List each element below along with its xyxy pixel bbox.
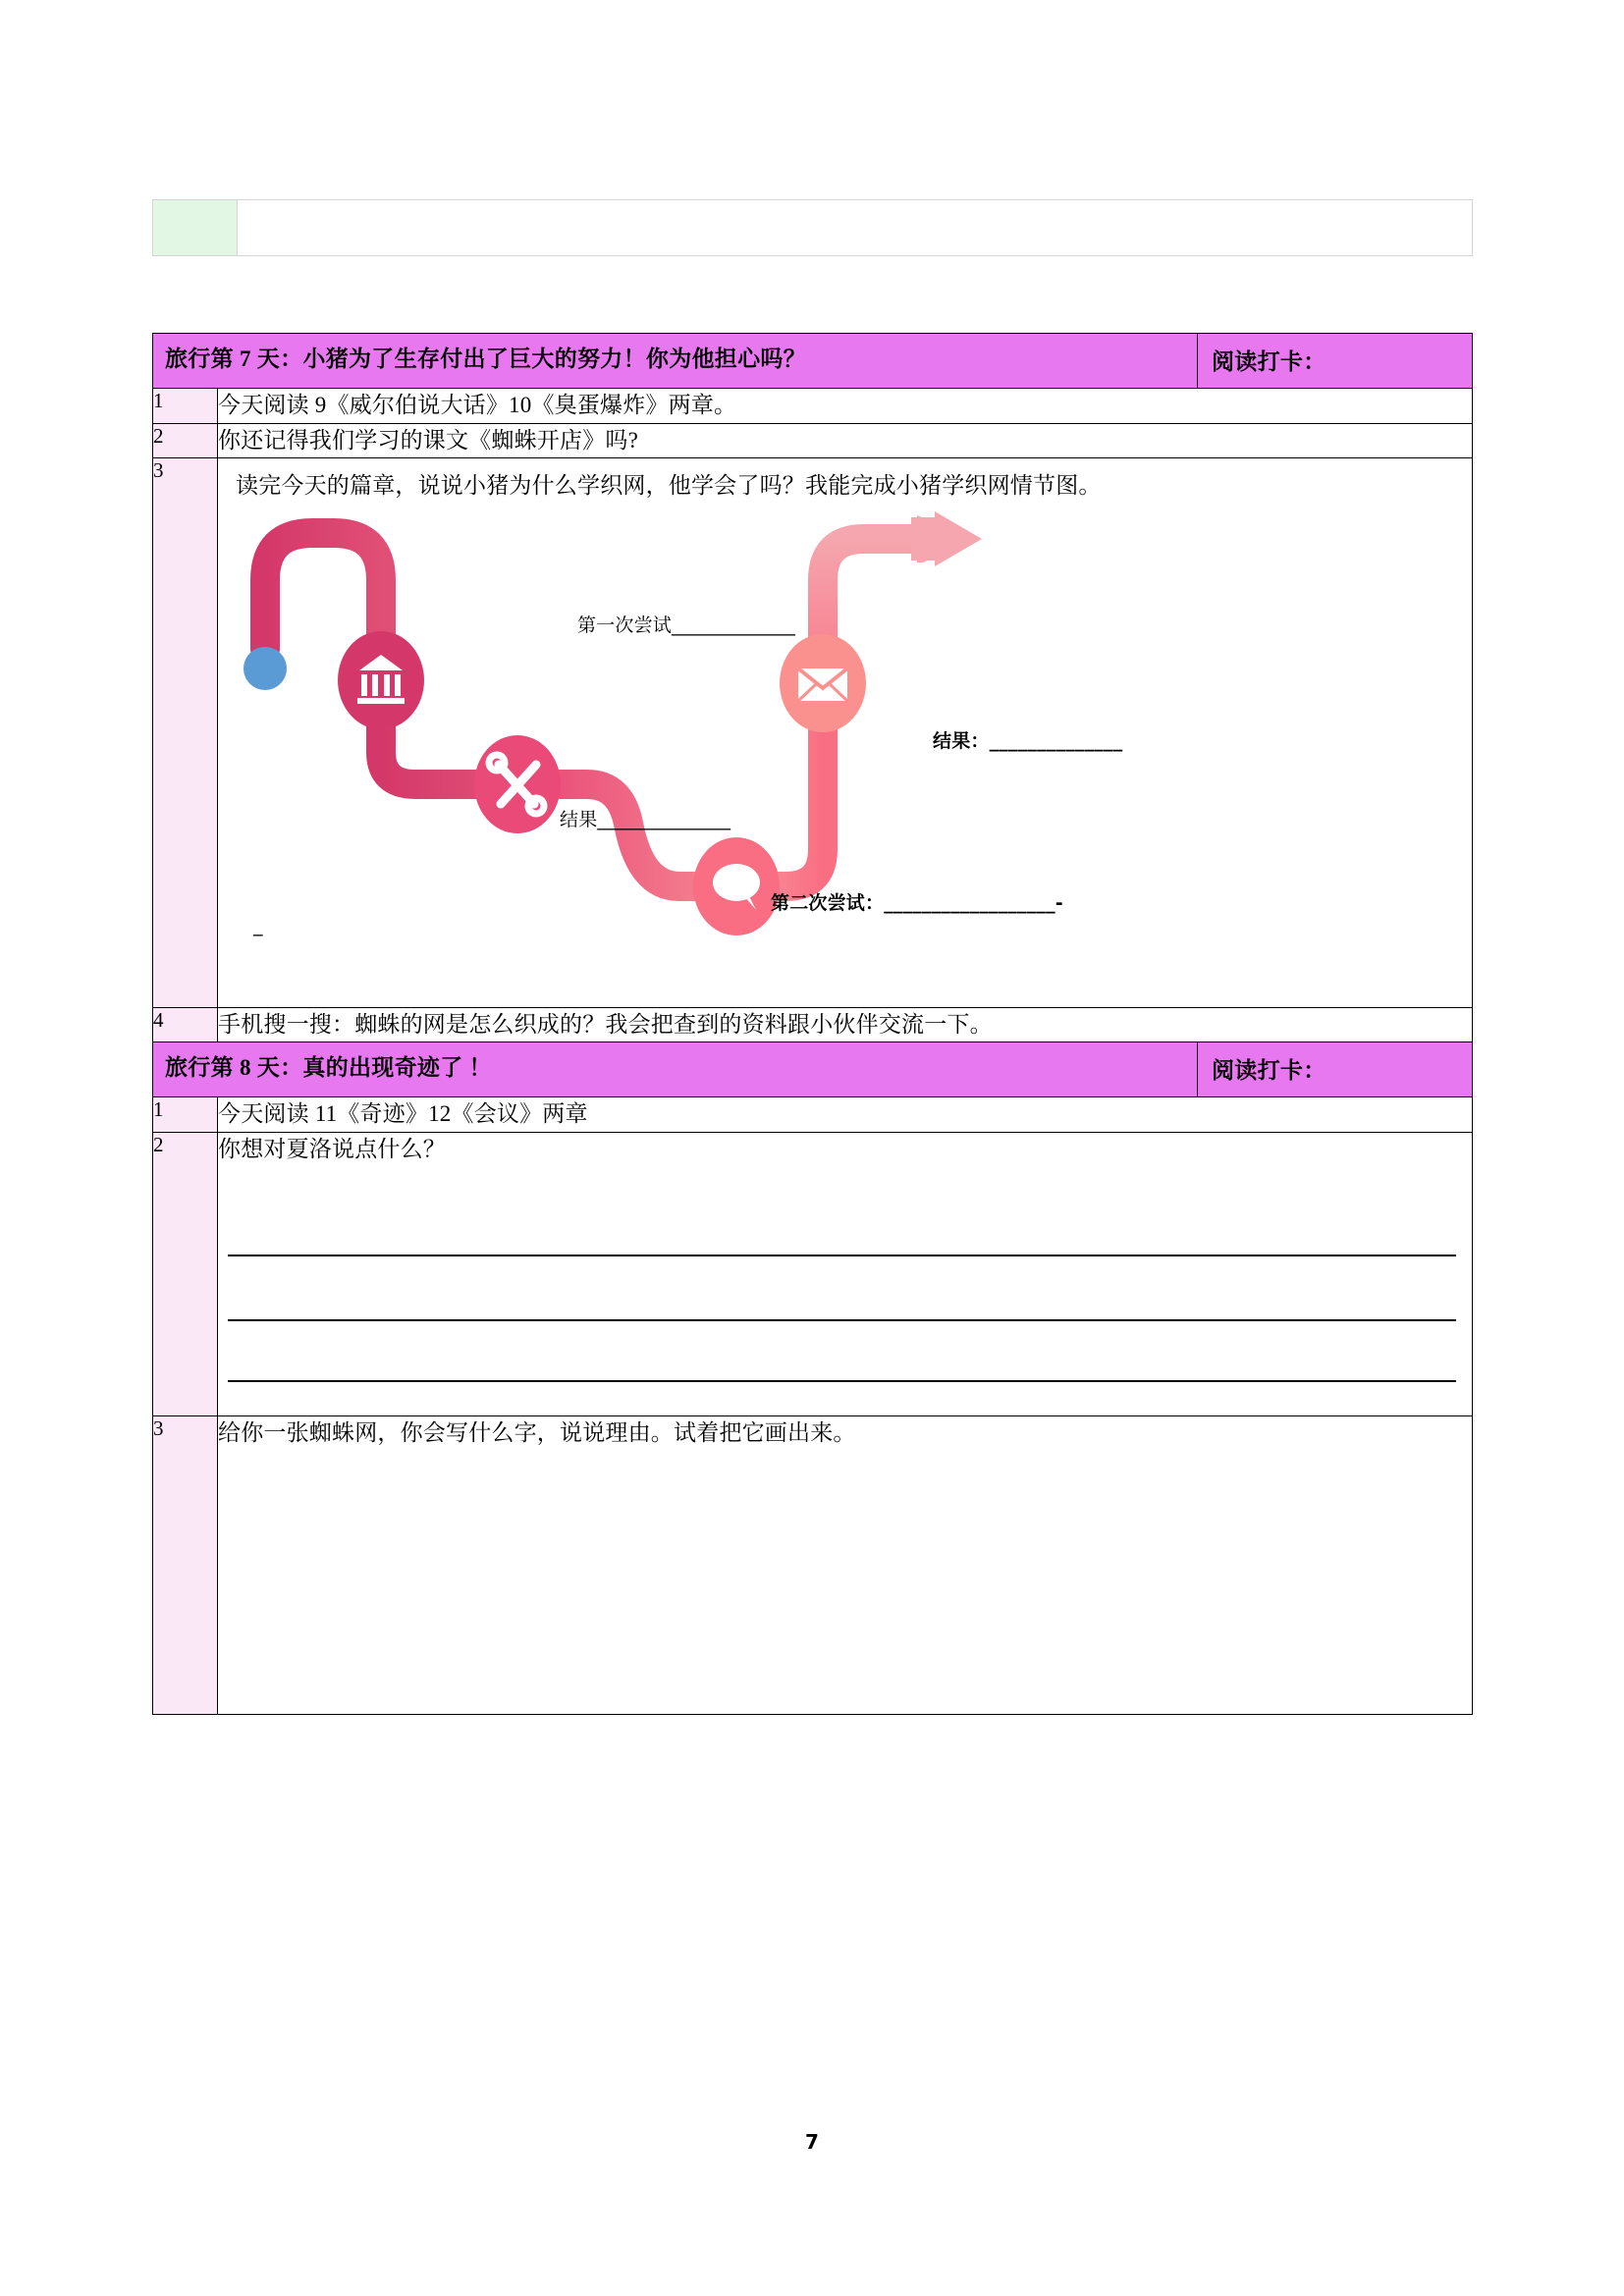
path-segment-3 <box>532 784 722 886</box>
day-7-check-label: 阅读打卡： <box>1198 334 1473 389</box>
story-roadmap-diagram <box>236 511 1463 1007</box>
row-diagram-cell <box>218 458 1473 1008</box>
start-dot-icon <box>244 647 287 690</box>
row-text: 读完今天的篇章，说说小猪为什么学织网，他学会了吗？我能完成小猪学织网情节图。 <box>236 473 1102 498</box>
row-writing-cell <box>218 1132 1473 1416</box>
label-first-attempt: 第一次尝试_____________ <box>577 614 796 636</box>
reading-worksheet-table <box>152 333 1473 1715</box>
table-row-writing <box>153 1132 1473 1416</box>
answer-lines[interactable] <box>228 1192 1456 1382</box>
row-number: 1 <box>153 389 218 424</box>
day-banner-row-8 <box>153 1042 1473 1097</box>
drawing-area[interactable] <box>218 1451 1472 1714</box>
day-7-title: 旅行第 7 天：小猪为了生存付出了巨大的努力！你为他担心吗？ <box>153 334 1198 389</box>
label-result-two: 结果：______________ <box>933 729 1123 752</box>
day-8-check-label: 阅读打卡： <box>1198 1042 1473 1097</box>
row-text: 今天阅读 9《威尔伯说大话》10《臭蛋爆炸》两章。 <box>218 389 1473 424</box>
row-number: 2 <box>153 1132 218 1416</box>
row-number: 3 <box>153 458 218 1008</box>
row-text: 你想对夏洛说点什么？ <box>218 1136 446 1161</box>
answer-lines-spacer <box>218 1382 1472 1415</box>
row-text: 手机搜一搜：蜘蛛的网是怎么织成的？我会把查到的资料跟小伙伴交流一下。 <box>218 1007 1473 1042</box>
envelope-icon <box>798 668 847 701</box>
table-row-diagram <box>153 458 1473 1008</box>
label-second-attempt: 第二次尝试：__________________- <box>771 891 1063 914</box>
row-number: 2 <box>153 423 218 458</box>
answer-line[interactable] <box>228 1256 1456 1321</box>
label-result-one: 结果______________ <box>560 808 731 830</box>
stub-green-cell <box>153 200 238 255</box>
row-text: 你还记得我们学习的课文《蜘蛛开店》吗? <box>218 423 1473 458</box>
arrow-head <box>911 511 982 566</box>
table-row <box>153 423 1473 458</box>
top-stub-table <box>152 199 1473 256</box>
answer-line[interactable] <box>228 1192 1456 1256</box>
table-row <box>153 1097 1473 1133</box>
answer-line[interactable] <box>228 1321 1456 1382</box>
table-row <box>153 389 1473 424</box>
row-number: 1 <box>153 1097 218 1133</box>
table-row <box>153 1007 1473 1042</box>
node-bank-circle <box>338 631 424 729</box>
roadmap-svg <box>236 511 1463 1007</box>
stray-underscore-mark: _ <box>253 914 263 936</box>
row-number: 3 <box>153 1416 218 1715</box>
day-banner-row-7 <box>153 334 1473 389</box>
row-text: 给你一张蜘蛛网，你会写什么字，说说理由。试着把它画出来。 <box>218 1420 856 1445</box>
stub-blank-cell <box>238 200 1472 255</box>
row-drawing-cell <box>218 1416 1473 1715</box>
row-number: 4 <box>153 1007 218 1042</box>
table-row-drawing <box>153 1416 1473 1715</box>
day-8-title: 旅行第 8 天：真的出现奇迹了 ！ <box>153 1042 1198 1097</box>
row-text: 今天阅读 11《奇迹》12《会议》两章 <box>218 1097 1473 1133</box>
page-number: 7 <box>805 2130 819 2154</box>
